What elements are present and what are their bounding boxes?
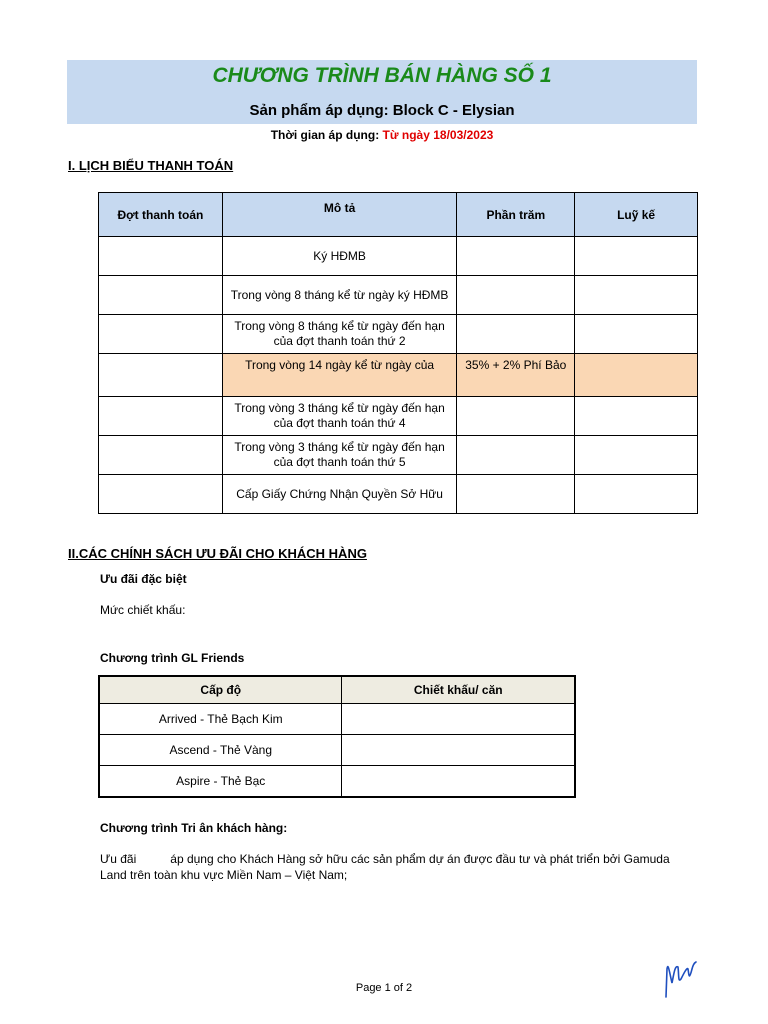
document-title: CHƯƠNG TRÌNH BÁN HÀNG SỐ 1 <box>212 64 552 87</box>
installment-cell <box>99 354 223 397</box>
period-value: Từ ngày 18/03/2023 <box>382 128 494 142</box>
applicable-period <box>67 128 697 142</box>
level-cell: Arrived - Thẻ Bạch Kim <box>99 704 342 735</box>
installment-cell <box>99 475 223 514</box>
discount-cell <box>342 704 575 735</box>
cumulative-cell <box>575 276 698 315</box>
payment-schedule-table <box>98 192 698 514</box>
signature-mark <box>660 955 700 1001</box>
table-row <box>99 704 575 735</box>
description-cell: Ký HĐMB <box>222 237 457 276</box>
table-header-row <box>99 193 698 237</box>
gl-friends-heading: Chương trình GL Friends <box>100 651 245 665</box>
percent-cell <box>457 397 575 436</box>
cumulative-cell <box>575 354 698 397</box>
installment-cell <box>99 276 223 315</box>
discount-cell <box>342 735 575 766</box>
description-cell: Trong vòng 3 tháng kể từ ngày đến hạn của đợt thanh toán thứ 5 <box>222 436 457 475</box>
table-row <box>99 237 698 276</box>
discount-cell <box>342 766 575 798</box>
table-row <box>99 735 575 766</box>
installment-cell <box>99 237 223 276</box>
document-subtitle: Sản phẩm áp dụng: Block C - Elysian <box>249 102 515 119</box>
column-header: Mô tả <box>222 193 457 237</box>
installment-cell <box>99 397 223 436</box>
table-row <box>99 276 698 315</box>
period-label: Thời gian áp dụng: <box>270 128 383 142</box>
column-header: Luỹ kế <box>575 193 698 237</box>
table-row <box>99 436 698 475</box>
column-header: Phần trăm <box>457 193 575 237</box>
description-cell: Trong vòng 8 tháng kể từ ngày ký HĐMB <box>222 276 457 315</box>
loyalty-text-rest: áp dụng cho Khách Hàng sở hữu các sản phẩm dự án được đầu tư và phát triển bởi Gamuda Land trên toàn khu vực Miền Nam – Việt Nam; <box>100 852 670 882</box>
table-row <box>99 766 575 798</box>
loyalty-program-text <box>100 851 680 883</box>
page-number: Page 1 of 2 <box>355 982 413 994</box>
section-2-heading: II.CÁC CHÍNH SÁCH ƯU ĐÃI CHO KHÁCH HÀNG <box>68 546 367 561</box>
description-cell: Cấp Giấy Chứng Nhận Quyền Sở Hữu <box>222 475 457 514</box>
percent-cell <box>457 436 575 475</box>
percent-cell <box>457 276 575 315</box>
column-header: Chiết khấu/ căn <box>342 676 575 704</box>
description-cell: Trong vòng 8 tháng kể từ ngày đến hạn của đợt thanh toán thứ 2 <box>222 315 457 354</box>
percent-cell: 35% + 2% Phí Bảo <box>457 354 575 397</box>
special-offer-label: Ưu đãi đặc biệt <box>100 572 187 586</box>
level-cell: Aspire - Thẻ Bạc <box>99 766 342 798</box>
loyalty-program-heading: Chương trình Tri ân khách hàng: <box>100 821 288 835</box>
percent-cell <box>457 475 575 514</box>
column-header: Đợt thanh toán <box>99 193 223 237</box>
cumulative-cell <box>575 436 698 475</box>
gl-friends-table <box>98 675 576 798</box>
installment-cell <box>99 436 223 475</box>
discount-label: Mức chiết khấu: <box>100 603 186 617</box>
percent-cell <box>457 237 575 276</box>
table-row <box>99 354 698 397</box>
description-cell: Trong vòng 14 ngày kể từ ngày của <box>222 354 457 397</box>
loyalty-text-start: Ưu đãi <box>100 852 137 866</box>
section-1-heading: I. LỊCH BIỂU THANH TOÁN <box>68 158 234 173</box>
description-cell: Trong vòng 3 tháng kể từ ngày đến hạn của đợt thanh toán thứ 4 <box>222 397 457 436</box>
column-header: Cấp độ <box>99 676 342 704</box>
level-cell: Ascend - Thẻ Vàng <box>99 735 342 766</box>
cumulative-cell <box>575 397 698 436</box>
table-row <box>99 475 698 514</box>
table-row <box>99 315 698 354</box>
percent-cell <box>457 315 575 354</box>
cumulative-cell <box>575 237 698 276</box>
cumulative-cell <box>575 315 698 354</box>
table-row <box>99 397 698 436</box>
cumulative-cell <box>575 475 698 514</box>
installment-cell <box>99 315 223 354</box>
table-header-row <box>99 676 575 704</box>
